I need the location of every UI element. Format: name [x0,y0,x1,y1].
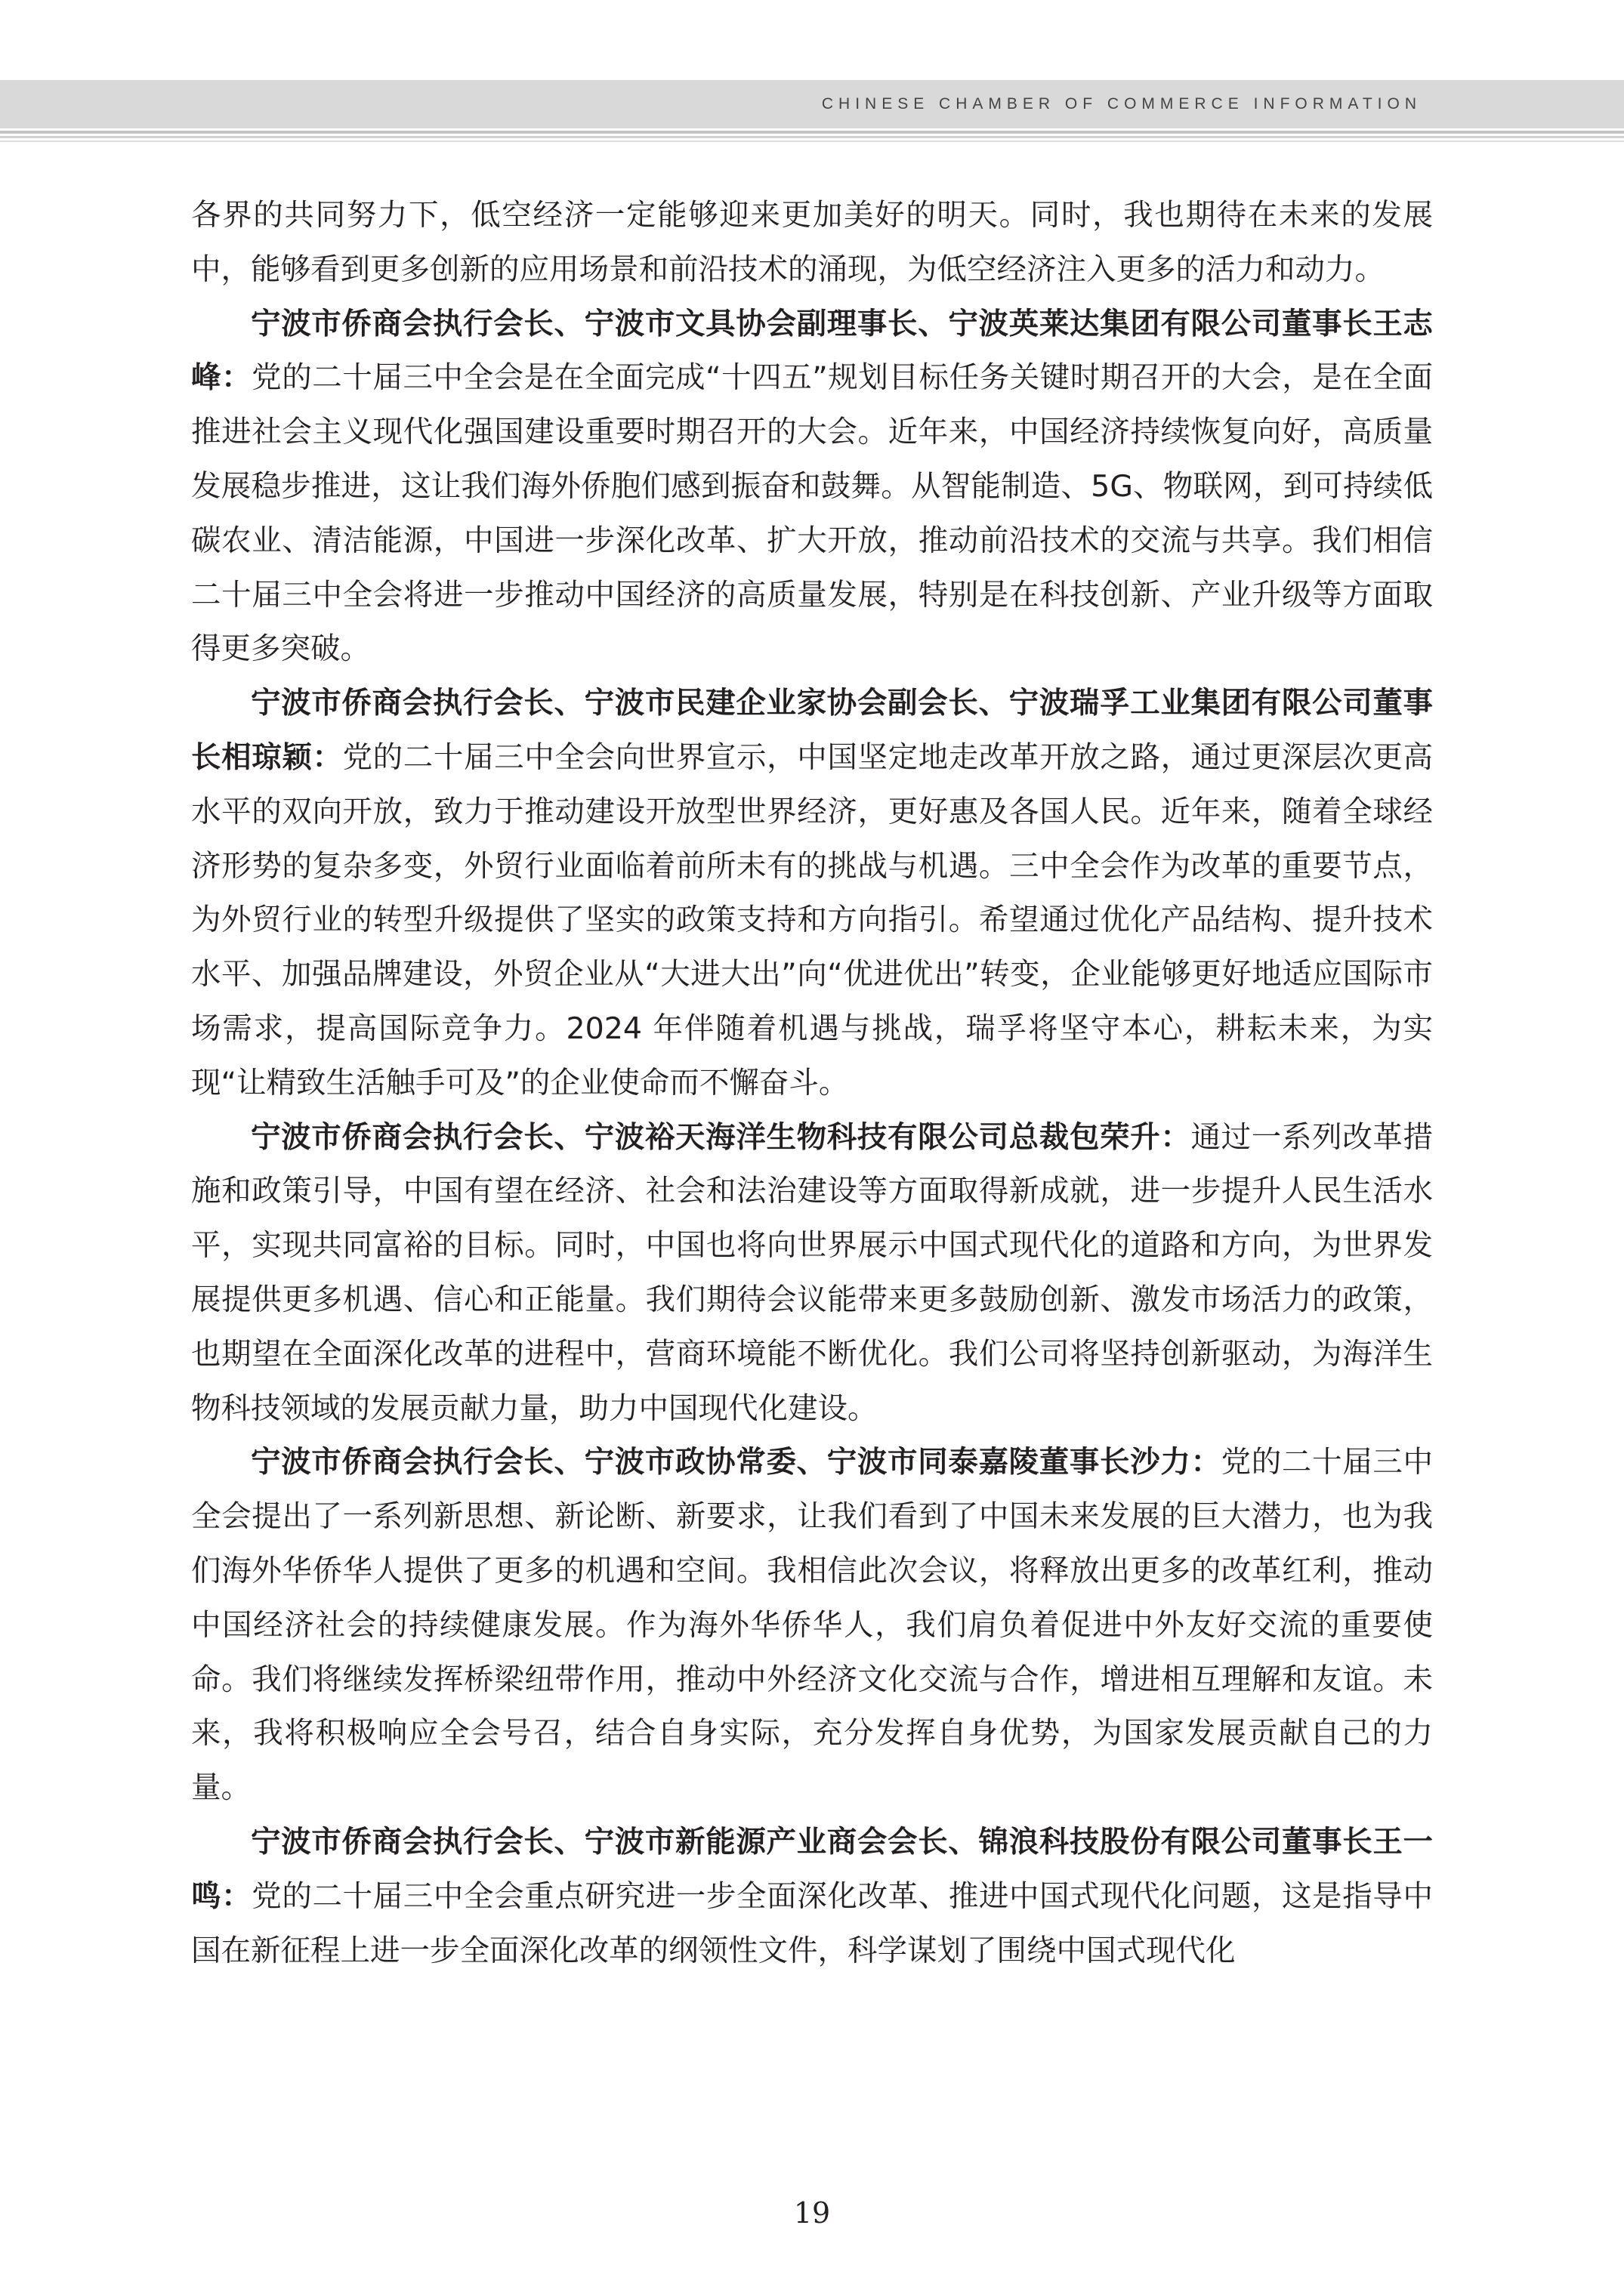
paragraph-wang-yiming [191,1816,1433,1978]
paragraph-xiang-qiongying [191,677,1433,1110]
header-rule [0,140,1624,142]
speaker-name: 宁波市侨商会执行会长、宁波市政协常委、宁波市同泰嘉陵董事长沙力： [251,1445,1221,1480]
speaker-name: 宁波市侨商会执行会长、宁波市民建企业家协会副会长、宁波瑞孚工业集团有限公司董事长相琼颖： [191,686,1433,775]
paragraph-text: 党的二十届三中全会重点研究进一步全面深化改革、推进中国式现代化问题，这是指导中国在新征程上进一步全面深化改革的纲领性文件，科学谋划了围绕中国式现代化 [191,1878,1434,1968]
speaker-name: 宁波市侨商会执行会长、宁波市文具协会副理事长、宁波英莱达集团有限公司董事长王志峰： [191,306,1433,396]
paragraph-text: 党的二十届三中全会提出了一系列新思想、新论断、新要求，让我们看到了中国未来发展的巨大潜力，也为我们海外华侨华人提供了更多的机遇和空间。我相信此次会议，将释放出更多的改革红利，推动中国经济社会的持续健康发展。作为海外华侨华人，我们肩负着促进中外友好交流的重要使命。我们将继续发挥桥梁纽带作用，推动中外经济文化交流与合作，增进相互理解和友谊。未来，我将积极响应全会号召，结合自身实际，充分发挥自身优势，为国家发展贡献自己的力量。 [191,1445,1434,1806]
article-body [191,189,1433,1978]
paragraph-text: 党的二十届三中全会向世界宣示，中国坚定地走改革开放之路，通过更深层次更高水平的双向开放，致力于推动建设开放型世界经济，更好惠及各国人民。近年来，随着全球经济形势的复杂多变，外贸行业面临着前所未有的挑战与机遇。三中全会作为改革的重要节点，为外贸行业的转型升级提供了坚实的政策支持和方向指引。希望通过优化产品结构、提升技术水平、加强品牌建设，外贸企业从“大进大出”向“优进优出”转变，企业能够更好地适应国际市场需求，提高国际竞争力。2024 年伴随着机遇与挑战，瑞孚将坚守本心，耕耘未来，为实现“让精致生活触手可及”的企业使命而不懈奋斗。 [191,739,1433,1100]
paragraph-text: 通过一系列改革措施和政策引导，中国有望在经济、社会和法治建设等方面取得新成就，进一步提升人民生活水平，实现共同富裕的目标。同时，中国也将向世界展示中国式现代化的道路和方向，为世界发展提供更多机遇、信心和正能量。我们期待会议能带来更多鼓励创新、激发市场活力的政策，也期望在全面深化改革的进程中，营商环境能不断优化。我们公司将坚持创新驱动，为海洋生物科技领域的发展贡献力量，助力中国现代化建设。 [191,1119,1434,1426]
page-number: 19 [793,2196,831,2230]
speaker-name: 宁波市侨商会执行会长、宁波裕天海洋生物科技有限公司总裁包荣升： [251,1119,1191,1155]
paragraph-continuation [191,189,1433,298]
paragraph-text: 各界的共同努力下，低空经济一定能够迎来更加美好的明天。同时，我也期待在未来的发展中，能够看到更多创新的应用场景和前沿技术的涌现，为低空经济注入更多的活力和动力。 [191,198,1433,287]
running-header: CHINESE CHAMBER OF COMMERCE INFORMATION [821,95,1422,113]
header-rule [0,131,1624,134]
paragraph-bao-rongsheng [191,1111,1433,1437]
header-rule [0,136,1624,138]
paragraph-sha-li [191,1436,1433,1816]
paragraph-wang-zhifeng [191,298,1433,677]
speaker-name: 宁波市侨商会执行会长、宁波市新能源产业商会会长、锦浪科技股份有限公司董事长王一鸣： [191,1824,1433,1914]
paragraph-text: 党的二十届三中全会是在全面完成“十四五”规划目标任务关键时期召开的大会，是在全面推进社会主义现代化强国建设重要时期召开的大会。近年来，中国经济持续恢复向好，高质量发展稳步推进，这让我们海外侨胞们感到振奋和鼓舞。从智能制造、5G、物联网，到可持续低碳农业、清洁能源，中国进一步深化改革、扩大开放，推动前沿技术的交流与共享。我们相信二十届三中全会将进一步推动中国经济的高质量发展，特别是在科技创新、产业升级等方面取得更多突破。 [191,360,1433,667]
